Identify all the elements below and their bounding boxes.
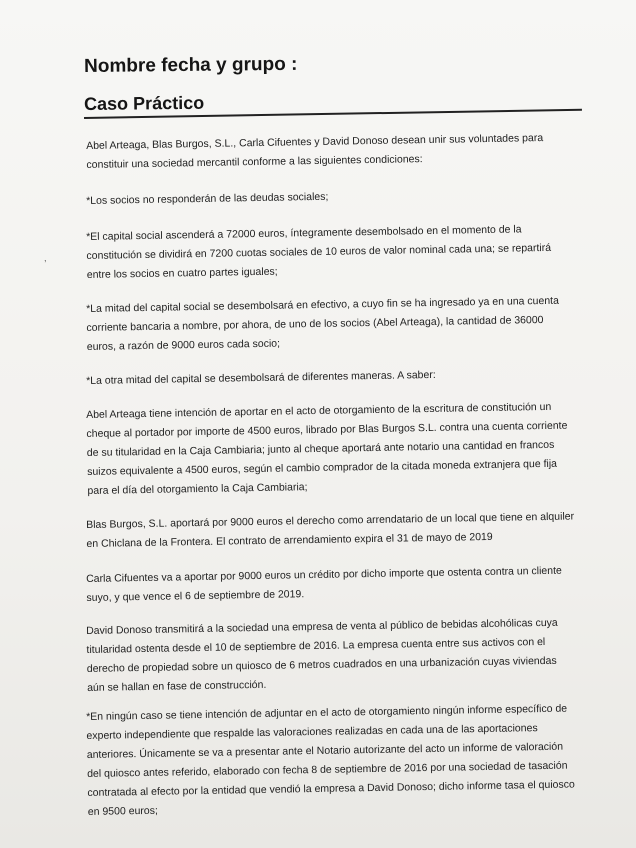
intro-paragraph: Abel Arteaga, Blas Burgos, S.L., Carla Cifuentes y David Donoso desean unir sus voluntades para constituir una sociedad mercantil conforme a las siguientes condiciones: — [86, 132, 544, 171]
contribution-david: David Donoso transmitirá a la sociedad una empresa de venta al público de bebidas alcohólicas cuya titularidad ostenta desde el 10 de septiembre de 2016. La empresa cuenta entre sus activos con el derecho de propiedad sobre un quiosco de 6 metros cuadrados en una urbanización cuyas viviendas aún se hallan en fase de construcción. — [86, 616, 558, 694]
condition-capital: *El capital social ascenderá a 72000 euros, íntegramente desembolsado en el momento de la constitución se dividirá en 7200 cuotas sociales de 10 euros de valor nominal cada una; se repartirá entre los socios en cuatro partes iguales; — [86, 223, 552, 281]
contribution-carla: Carla Cifuentes va a aportar por 9000 euros un crédito por dicho importe que ostenta contra un cliente suyo, y que vence el 6 de septiembre de 2019. — [86, 564, 562, 604]
contribution-blas: Blas Burgos, S.L. aportará por 9000 euros el derecho como arrendatario de un local que tiene en alquiler en Chiclana de la Frontera. El contrato de arrendamiento expira el 31 de mayo de 2019 — [86, 510, 575, 550]
condition-expert-report: *En ningún caso se tiene intención de adjuntar en el acto de otorgamiento ningún informe específico de experto independiente que respalde las valoraciones realizadas en cada una de las aportaciones anteriores. Únicamente se va a presentar ante el Notario autorizante del acto un informe de valoración del quiosco antes referido, elaborado con fecha 8 de septiembre de 2016 por una sociedad de tasación contratada al efecto por la entidad que vendió la empresa a David Donoso; dicho informe tasa el quiosco en 9500 euros; — [86, 702, 575, 818]
condition-cash-half: *La mitad del capital social se desembolsará en efectivo, a cuyo fin se ha ingresado ya en una cuenta corriente bancaria a nombre, por ahora, de uno de los socios (Abel Arteaga), la cantidad de 36000 euros, a razón de 9000 euros cada socio; — [86, 294, 559, 353]
condition-other-half: *La otra mitad del capital se desembolsará de diferentes maneras. A saber: — [86, 368, 436, 387]
case-heading: Caso Práctico — [84, 92, 205, 114]
scan-speck: , — [44, 253, 47, 263]
contribution-abel: Abel Arteaga tiene intención de aportar en el acto de otorgamiento de la escritura de constitución un cheque al portador por importe de 4500 euros, librado por Blas Burgos S.L. contra una cuenta corriente de su titularidad en la Caja Cambiaria; junto al cheque aportará ante notario una cantidad en francos suizos equivalente a 4500 euros, según el cambio comprador de la citada moneda extranjera que fija para el día del otorgamiento la Caja Cambiaria; — [86, 400, 568, 497]
condition-liability: *Los socios no responderán de las deudas sociales; — [86, 190, 329, 207]
page-title: Nombre fecha y grupo : — [84, 53, 298, 77]
